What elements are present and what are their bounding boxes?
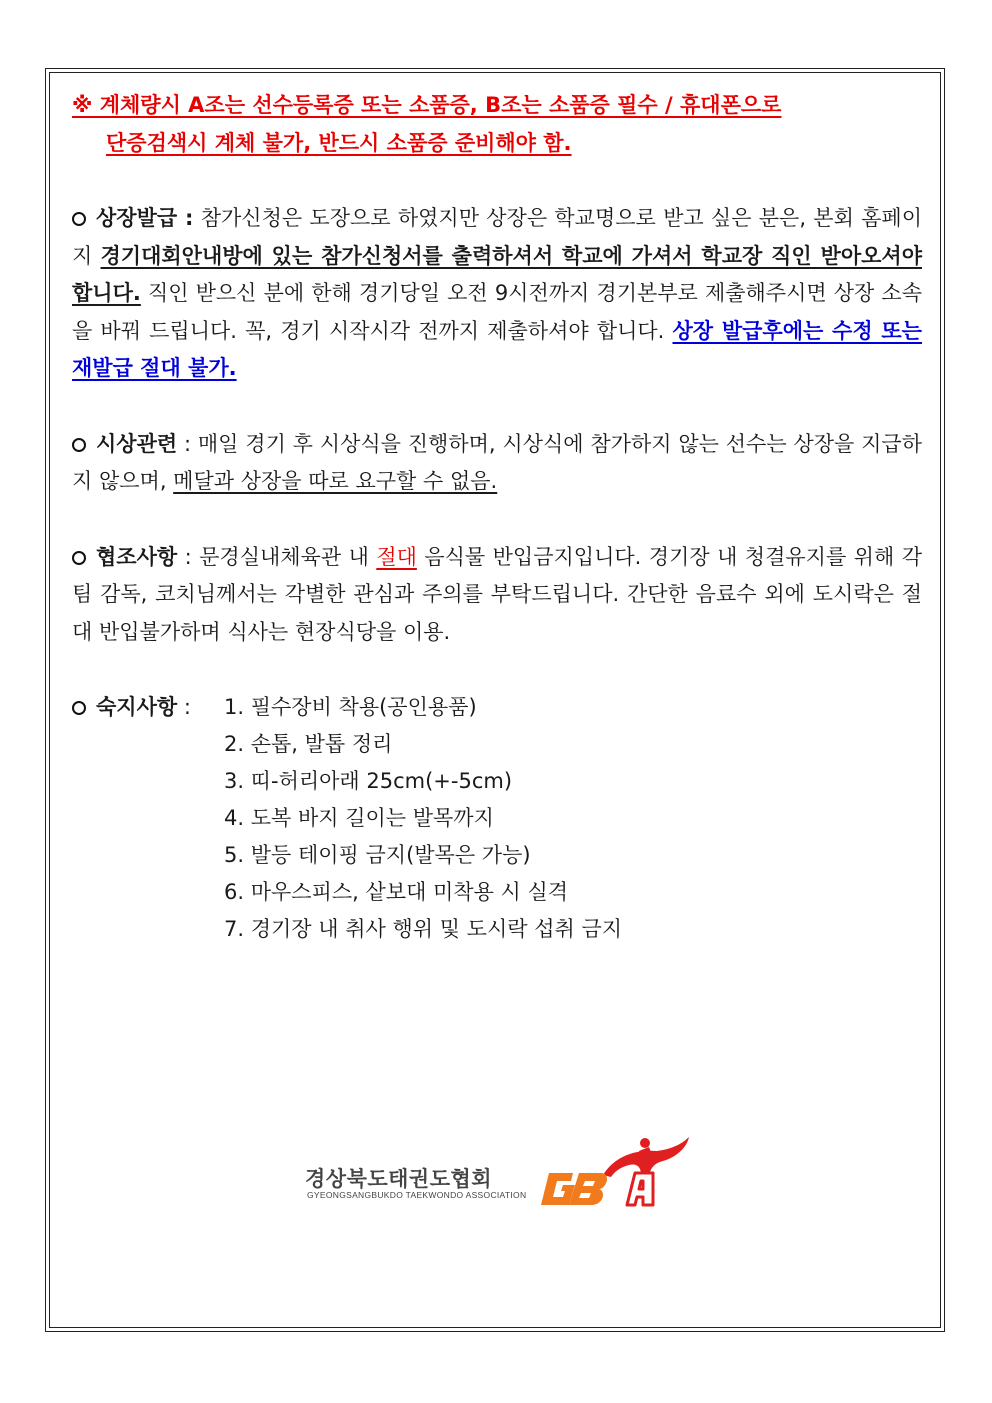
notice-colon: : (177, 695, 191, 719)
warning-line-1: ※ 계체량시 A조는 선수등록증 또는 소품증, B조는 소품증 필수 / 휴대폰으로 (72, 93, 782, 117)
cooperation-red-word: 절대 (376, 544, 417, 569)
notice-title: 숙지사항 (96, 695, 178, 719)
ceremony-underline: 메달과 상장을 따로 요구할 수 없음. (173, 469, 498, 493)
section-notice (72, 689, 922, 948)
notice-item: 7. 경기장 내 취사 행위 및 도시락 섭취 금지 (224, 917, 623, 941)
ceremony-text-1: : 매일 경기 후 시상식을 진행하며, 시상식에 참가하지 않는 선수는 상장을 지급하지 않으며, (72, 431, 922, 493)
award-text-1: 참가신청은 도장으로 하였지만 상장은 학교명으로 받고 싶은 분은, 본회 홈페이지 (72, 206, 922, 268)
circle-bullet-icon (72, 438, 86, 452)
association-logo (305, 1135, 695, 1210)
gbta-mark-icon (527, 1135, 697, 1210)
notice-item: 3. 띠-허리아래 25cm(+-5cm) (224, 769, 513, 793)
award-bold-underline: 경기대회안내방에 있는 참가신청서를 출력하셔서 학교에 가셔서 학교장 직인 받아오셔야 합니다. (72, 243, 922, 305)
circle-bullet-icon (72, 212, 86, 226)
notice-item: 5. 발등 테이핑 금지(발목은 가능) (224, 843, 531, 867)
section-cooperation (72, 539, 922, 652)
notice-label (72, 689, 224, 948)
notice-item: 1. 필수장비 착용(공인용품) (224, 695, 477, 719)
notice-item: 6. 마우스피스, 샅보대 미착용 시 실격 (224, 880, 569, 904)
circle-bullet-icon (72, 701, 86, 715)
document-body (72, 86, 922, 948)
cooperation-text-1: : 문경실내체육관 내 (177, 544, 377, 569)
notice-list (224, 689, 622, 948)
cooperation-text-2: 음식물 반입금지입니다. 경기장 내 청결유지를 위해 각 팀 감독, 코치님께서는 각별한 관심과 주의를 부탁드립니다. 간단한 음료수 외에 도시락은 절대 반입불가하며 식사는 현장식당을 이용. (72, 544, 922, 644)
notice-item: 4. 도복 바지 길이는 발목까지 (224, 806, 494, 830)
circle-bullet-icon (72, 551, 86, 565)
cooperation-title: 협조사항 (96, 544, 178, 569)
weigh-in-warning (72, 86, 922, 162)
award-text-2: 직인 받으신 분에 한해 경기당일 오전 9시전까지 경기본부로 제출해주시면 상장 소속을 바꿔 드립니다. 꼭, 경기 시작시각 전까지 제출하셔야 합니다. (72, 281, 922, 343)
award-title: 상장발급 : (96, 206, 194, 230)
section-award (72, 200, 922, 388)
section-ceremony (72, 426, 922, 501)
notice-item: 2. 손톱, 발톱 정리 (224, 732, 393, 756)
award-blue-notice: 상장 발급후에는 수정 또는 재발급 절대 불가. (72, 318, 922, 380)
ceremony-title: 시상관련 (96, 431, 178, 456)
logo-korean-name: 경상북도태권도협회 (305, 1168, 493, 1191)
warning-line-2: 단증검색시 계체 불가, 반드시 소품증 준비해야 함. (106, 131, 572, 155)
logo-english-name: GYEONGSANGBUKDO TAEKWONDO ASSOCIATION (307, 1190, 527, 1200)
